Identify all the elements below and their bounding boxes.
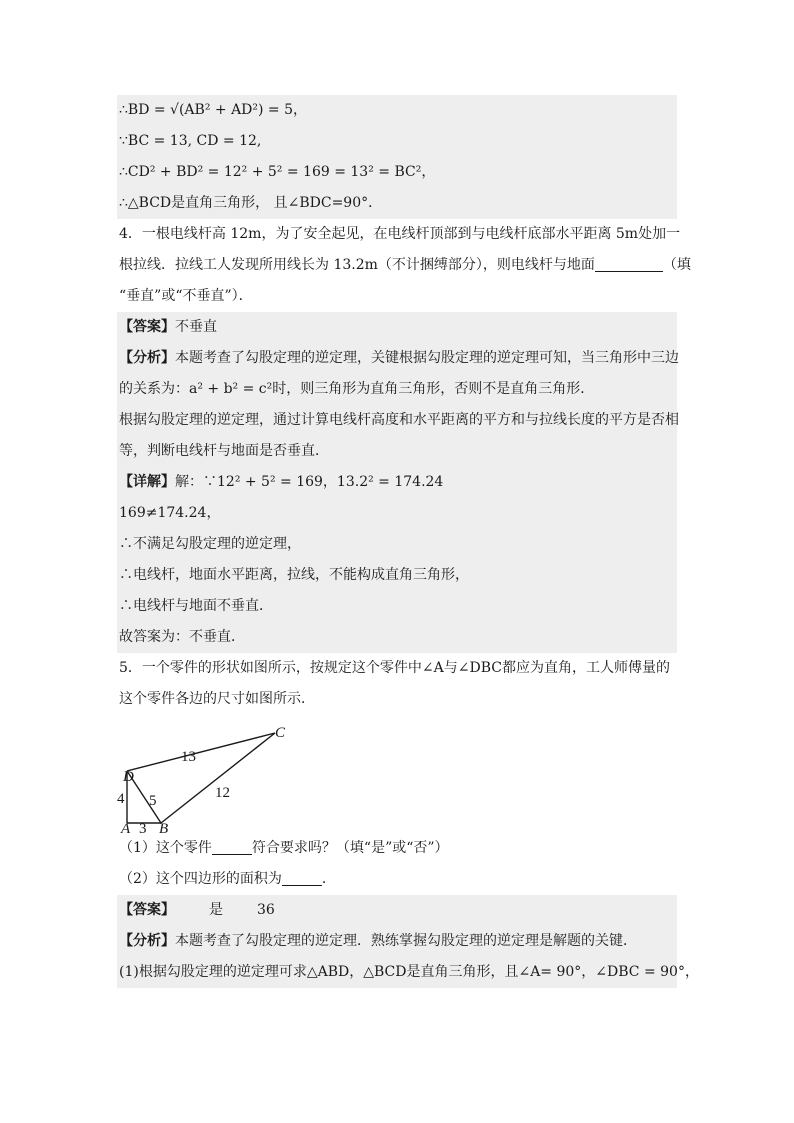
q4-detail-text-1: 解：∵12² + 5² = 169，13.2² = 174.24 xyxy=(175,474,444,490)
q4-analysis-label: 【分析】 xyxy=(119,350,175,366)
q5-analysis-text-1: 本题考查了勾股定理的逆定理．熟练掌握勾股定理的逆定理是解题的关键． xyxy=(175,933,637,949)
q4-question-line-3: “垂直”或“不垂直”）． xyxy=(119,288,253,304)
q5-answer xyxy=(117,895,677,926)
q5-sub2-blank xyxy=(282,871,322,886)
q5-analysis-line-1 xyxy=(117,926,677,957)
q4-analysis-text-1: 本题考查了勾股定理的逆定理，关键根据勾股定理的逆定理可知，当三角形中三边 xyxy=(175,350,679,366)
length-bd: 5 xyxy=(149,793,157,809)
question-4 xyxy=(117,219,691,653)
q4-answer-blank xyxy=(595,257,663,272)
q5-answer-1: 是 xyxy=(209,902,223,918)
document-page xyxy=(117,95,699,988)
vertex-d-label: D xyxy=(123,769,134,785)
q4-answer-text: 不垂直 xyxy=(175,319,217,335)
q4-question-line-2 xyxy=(117,250,691,281)
proof-line-2: ∵BC = 13, CD = 12, xyxy=(117,126,677,157)
edge-bc xyxy=(161,733,275,823)
proof-line-1: ∴BD = √(AB² + AD²) = 5， xyxy=(117,95,677,126)
q4-detail-line-6: 故答案为：不垂直． xyxy=(117,622,677,653)
q5-answer-label: 【答案】 xyxy=(119,902,175,918)
edge-dc xyxy=(127,733,275,771)
question-5 xyxy=(117,653,699,988)
vertex-c-label: C xyxy=(275,725,286,741)
vertex-b-label: B xyxy=(159,821,169,833)
q5-sub1-prefix: （1）这个零件 xyxy=(119,840,212,856)
q4-detail-line-4: ∴电线杆，地面水平距离，拉线，不能构成直角三角形， xyxy=(117,560,677,591)
proof-line-4: ∴△BCD是直角三角形， 且∠BDC=90°． xyxy=(117,188,677,219)
vertex-a-label: A xyxy=(121,821,131,833)
q4-detail-line-2: 169≠174.24， xyxy=(117,498,677,529)
q4-detail-label: 【详解】 xyxy=(119,474,175,490)
q4-detail-line-3: ∴不满足勾股定理的逆定理， xyxy=(117,529,677,560)
length-dc: 13 xyxy=(181,749,196,765)
quadrilateral-diagram xyxy=(117,715,317,833)
q5-sub2-suffix: ． xyxy=(321,871,336,887)
q5-analysis-label: 【分析】 xyxy=(119,933,175,949)
q5-analysis-line-2: (1)根据勾股定理的逆定理可求△ABD，△BCD是直角三角形，且∠A= 90°，∠DBC = 90°， xyxy=(117,957,677,988)
q4-question-text: 根拉线．拉线工人发现所用线长为 13.2m（不计捆缚部分），则电线杆与地面 xyxy=(119,257,595,273)
q4-detail-line-5: ∴电线杆与地面不垂直． xyxy=(117,591,677,622)
q4-question-tail: （填 xyxy=(662,257,691,273)
q5-answer-2: 36 xyxy=(257,902,275,918)
q4-answer-label: 【答案】 xyxy=(119,319,175,335)
length-ad: 4 xyxy=(117,791,125,807)
q5-sub1-suffix: 符合要求吗？（填“是”或“否”） xyxy=(251,840,449,856)
q5-question-line-2: 这个零件各边的尺寸如图所示． xyxy=(119,691,315,707)
q4-detail-line-1 xyxy=(117,467,677,498)
q5-sub-question-2 xyxy=(117,864,677,895)
q5-sub1-blank xyxy=(212,840,252,855)
q4-analysis-line-2: 的关系为：a² + b² = c²时，则三角形为直角三角形，否则不是直角三角形． xyxy=(117,374,677,405)
q4-analysis-line-3: 根据勾股定理的逆定理，通过计算电线杆高度和水平距离的平方和与拉线长度的平方是否相 xyxy=(117,405,677,436)
proof-line-3: ∴CD² + BD² = 12² + 5² = 169 = 13² = BC²， xyxy=(117,157,677,188)
q4-answer xyxy=(117,312,677,343)
q4-question-line-1: 4．一根电线杆高 12m，为了安全起见，在电线杆顶部到与电线杆底部水平距离 5m处加一 xyxy=(119,226,681,242)
q4-analysis-line-4: 等，判断电线杆与地面是否垂直． xyxy=(117,436,677,467)
length-bc: 12 xyxy=(215,785,230,801)
q4-analysis-line-1 xyxy=(117,343,677,374)
quadrilateral-figure xyxy=(117,715,677,833)
length-ab: 3 xyxy=(139,821,147,833)
q5-sub2-prefix: （2）这个四边形的面积为 xyxy=(119,871,282,887)
q5-question-line-1: 5．一个零件的形状如图所示，按规定这个零件中∠A与∠DBC都应为直角，工人师傅量的 xyxy=(119,660,670,676)
q5-sub-question-1 xyxy=(117,833,677,864)
